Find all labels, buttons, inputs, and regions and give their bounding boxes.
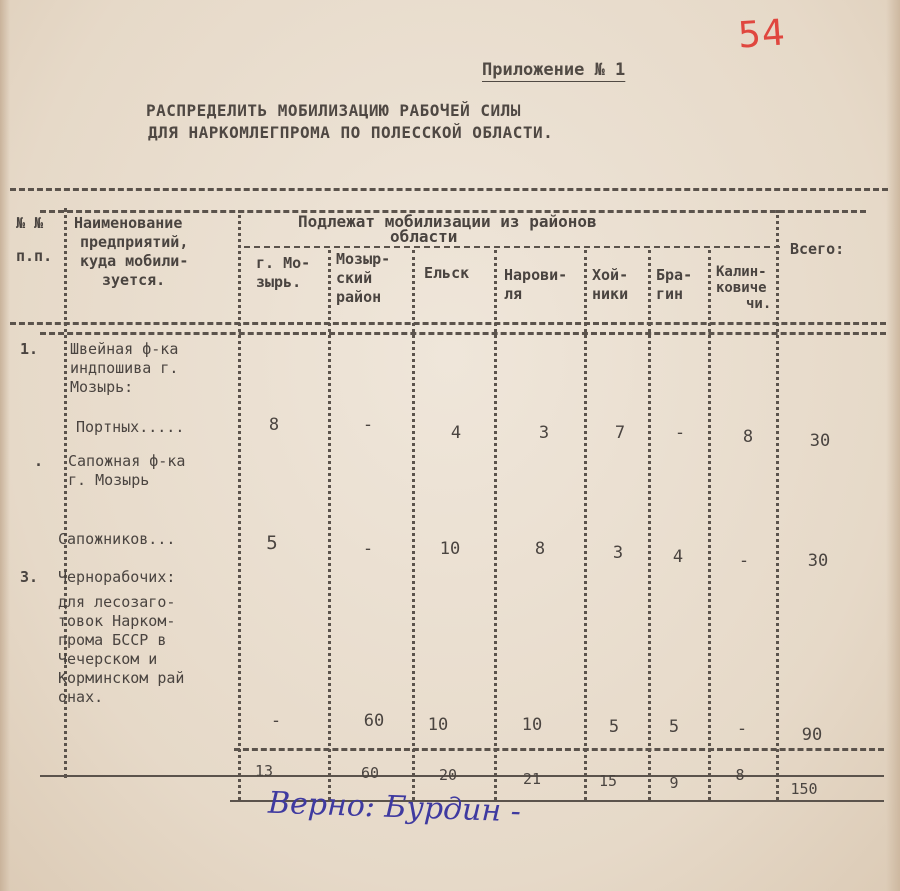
header-text: куда мобили- (80, 252, 189, 270)
cell-value: 10 (427, 715, 449, 735)
row-number: 3. (20, 568, 39, 586)
title-line: ДЛЯ НАРКОМЛЕГПРОМА ПО ПОЛЕССКОЙ ОБЛАСТИ. (148, 123, 554, 142)
row-number: . (34, 452, 44, 470)
cell-value: 4 (450, 423, 462, 443)
cell-value: 3 (612, 543, 624, 563)
cell-total: 90 (801, 725, 823, 745)
totals-top-border (234, 748, 884, 751)
header-text: п.п. (16, 247, 53, 265)
header-text: зуется. (102, 271, 166, 289)
header-number (16, 214, 52, 266)
cell-value: 10 (521, 715, 543, 735)
cell-value: 8 (534, 539, 546, 559)
row-name-line: Сапожная ф-ка (68, 452, 186, 470)
cell-value: - (738, 551, 750, 571)
cell-total: 30 (809, 431, 831, 451)
header-name (74, 214, 188, 290)
cell-value: - (674, 423, 686, 443)
header-group (298, 212, 597, 246)
row-item: Сапожников... (58, 530, 176, 548)
cell-value: 8 (268, 415, 280, 435)
header-text: г. Мо- (256, 254, 311, 272)
row-name-line: Чечерском и (58, 650, 158, 668)
header-district (656, 266, 692, 304)
cell-value: 4 (672, 547, 684, 567)
column-divider (412, 250, 415, 800)
header-text: № № (16, 214, 44, 232)
grand-total: 150 (790, 780, 818, 798)
header-text: Калин- (716, 264, 767, 280)
cell-value: 10 (439, 539, 461, 559)
row-name-line: г. Мозырь (68, 471, 150, 489)
row-name-line: Мозырь: (70, 378, 134, 396)
column-total: 60 (360, 764, 380, 782)
row-name (58, 568, 184, 707)
header-text: Мозыр- (336, 250, 391, 268)
cell-value: - (270, 711, 282, 731)
row-name-line: Корминском рай (58, 669, 185, 687)
cell-value: 5 (668, 717, 680, 737)
cell-value: 5 (266, 532, 278, 554)
row-name-line: прома БССР в (58, 631, 167, 649)
column-divider (708, 250, 711, 800)
column-divider (328, 250, 331, 800)
header-text: гин (656, 285, 684, 303)
page-number: 54 (736, 12, 788, 57)
cell-value: 3 (538, 423, 550, 443)
header-district (504, 266, 567, 304)
column-total: 13 (254, 762, 274, 780)
header-district (424, 264, 469, 283)
header-text: Подлежат мобилизации из районов (298, 212, 597, 231)
column-divider (648, 250, 651, 800)
group-header-divider (244, 246, 780, 248)
cell-total: 30 (807, 551, 829, 571)
column-total: 21 (522, 770, 542, 788)
title-line: РАСПРЕДЕЛИТЬ МОБИЛИЗАЦИЮ РАБОЧЕЙ СИЛЫ (146, 101, 521, 120)
header-text: Хой- (592, 266, 629, 284)
header-text: Бра- (656, 266, 693, 284)
header-text: Нарови- (504, 266, 568, 284)
header-bottom-border (40, 332, 886, 335)
row-name-line: Чернорабочих: (58, 568, 176, 586)
column-divider (584, 250, 587, 800)
header-district (256, 254, 310, 292)
header-text: ский (336, 269, 373, 287)
header-district (336, 250, 390, 307)
table-top-border (10, 188, 888, 191)
header-bottom-border (10, 322, 886, 325)
header-total: Всего: (790, 240, 845, 258)
header-text: ля (504, 285, 523, 303)
row-name (70, 340, 178, 397)
cell-value: - (736, 719, 748, 739)
header-text: Наименование (74, 214, 183, 232)
header-district (716, 264, 771, 312)
page-edge-shadow (0, 0, 10, 891)
column-total: 8 (735, 766, 745, 784)
row-name-line: индпошива г. (70, 359, 179, 377)
header-text: ники (592, 285, 629, 303)
cell-value: 8 (742, 427, 754, 447)
cell-value: - (362, 539, 374, 559)
row-name-line: Швейная ф-ка (70, 340, 179, 358)
header-district (592, 266, 628, 304)
header-text: Ельск (424, 264, 470, 282)
appendix-label: Приложение № 1 (482, 60, 626, 80)
column-total: 20 (438, 766, 458, 784)
row-name (68, 452, 185, 490)
page-edge-shadow (886, 0, 900, 891)
header-text: предприятий, (80, 233, 189, 251)
cell-value: - (362, 415, 374, 435)
handwritten-signature: Верно: Бурдин - (267, 785, 522, 830)
cell-value: 7 (614, 423, 626, 443)
row-item: Портных..... (76, 418, 185, 436)
row-number: 1. (20, 340, 39, 358)
row-name-line: онах. (58, 688, 104, 706)
column-divider (494, 250, 497, 800)
row-name-line: товок Нарком- (58, 612, 176, 630)
column-total: 9 (669, 774, 679, 792)
row-name-line: для лесозаго- (58, 593, 176, 611)
column-divider (238, 210, 241, 800)
cell-value: 5 (608, 717, 620, 737)
header-text: зырь. (256, 273, 302, 291)
header-text: район (336, 288, 382, 306)
header-text: области (390, 227, 458, 246)
header-text: ковиче (716, 280, 767, 296)
cell-value: 60 (363, 711, 385, 731)
column-divider (776, 210, 779, 800)
header-text: чи. (746, 296, 772, 312)
document-title (146, 100, 706, 144)
column-total: 15 (598, 772, 618, 790)
